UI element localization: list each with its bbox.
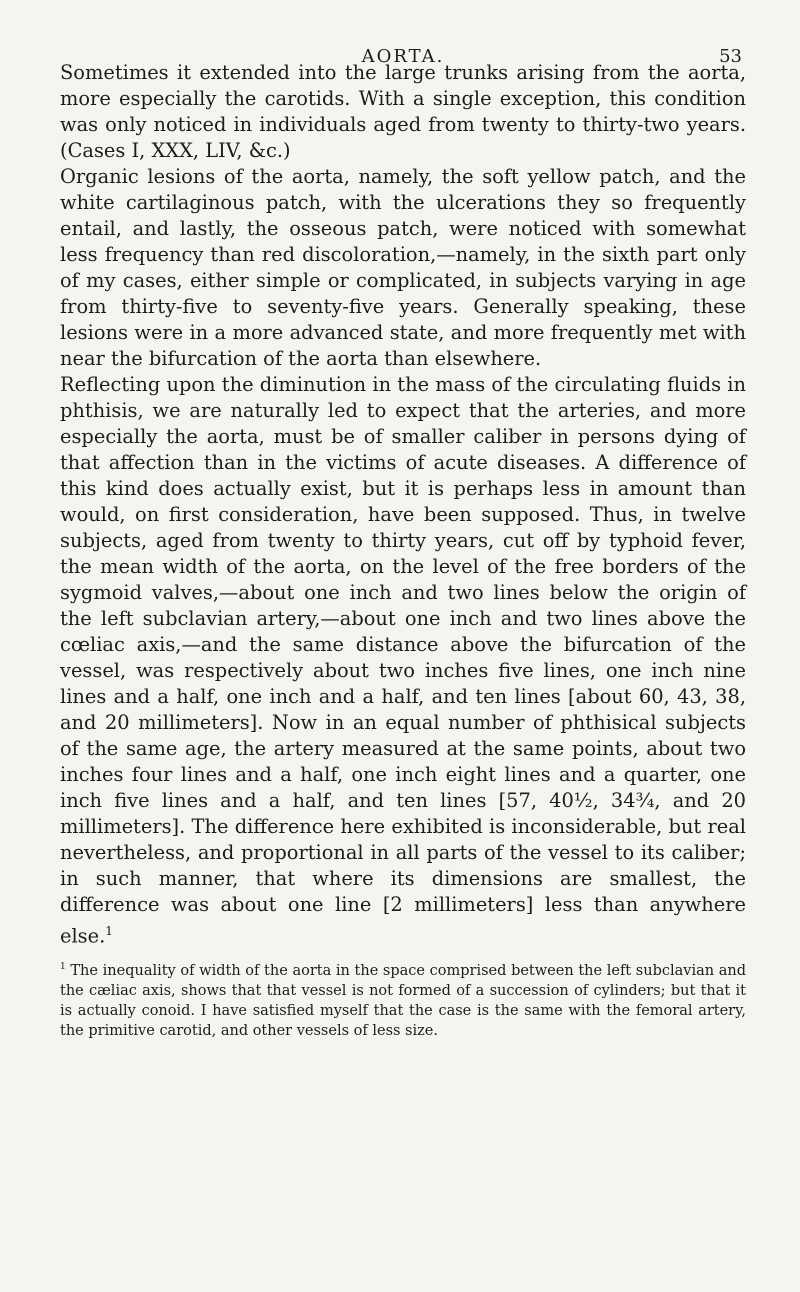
running-head xyxy=(60,0,746,67)
paragraph-1: Sometimes it extended into the large trunks arising from the aorta, more especially the carotids. With a single exception, this condition was only noticed in individuals aged from twenty to thirty-two years. (Cases I, XXX, LIV, &c.) xyxy=(60,61,746,162)
page-number: 53 xyxy=(719,46,742,67)
body-text xyxy=(60,60,746,949)
footnote-marker: 1 xyxy=(60,962,66,973)
paragraph-3 xyxy=(60,372,746,949)
paragraph-2: Organic lesions of the aorta, namely, the soft yellow patch, and the white cartilaginous patch, with the ulcerations they so frequently entail, and lastly, the osseous patch, were noticed with somewhat less frequency than red discoloration,—namely, in the sixth part only of my cases, either simple or complicated, in subjects varying in age from thirty-five to seventy-five years. Generally speaking, these lesions were in a more advanced state, and more frequently met with near the bifurcation of the aorta than elsewhere. xyxy=(60,165,746,370)
running-title: AORTA. xyxy=(361,46,445,67)
footnote xyxy=(60,957,746,1041)
paragraph-3-text: Reflecting upon the diminution in the mass of the circulating fluids in phthisis, we are naturally led to expect that the arteries, and more especially the aorta, must be of smaller caliber in persons dying of that affection than in the victims of acute diseases. A difference of this kind does actually exist, but it is perhaps less in amount than would, on first consideration, have been supposed. Thus, in twelve subjects, aged from twenty to thirty years, cut off by typhoid fever, the mean width of the aorta, on the level of the free borders of the sygmoid valves,—about one inch and two lines below the origin of the left subclavian artery,—about one inch and two lines above the cœliac axis,—and the same distance above the bifurcation of the vessel, was respectively about two inches five lines, one inch nine lines and a half, one inch and a half, and ten lines [about 60, 43, 38, and 20 millimeters]. Now in an equal number of phthisical subjects of the same age, the artery measured at the same points, about two inches four lines and a half, one inch eight lines and a quarter, one inch five lines and a half, and ten lines [57, 40½, 34¾, and 20 millimeters]. The difference here exhibited is inconsiderable, but real nevertheless, and proportional in all parts of the vessel to its caliber; in such manner, that where its dimensions are smallest, the difference was about one line [2 millimeters] less than anywhere else. xyxy=(60,373,746,948)
footnote-reference: 1 xyxy=(105,924,113,938)
footnote-text: The inequality of width of the aorta in the space comprised between the left subclavian and the cæliac axis, shows that that vessel is not formed of a succession of cylinders; but that it is actually conoid. I have satisfied myself that the case is the same with the femoral artery, the primitive carotid, and other vessels of less size. xyxy=(60,963,746,1040)
